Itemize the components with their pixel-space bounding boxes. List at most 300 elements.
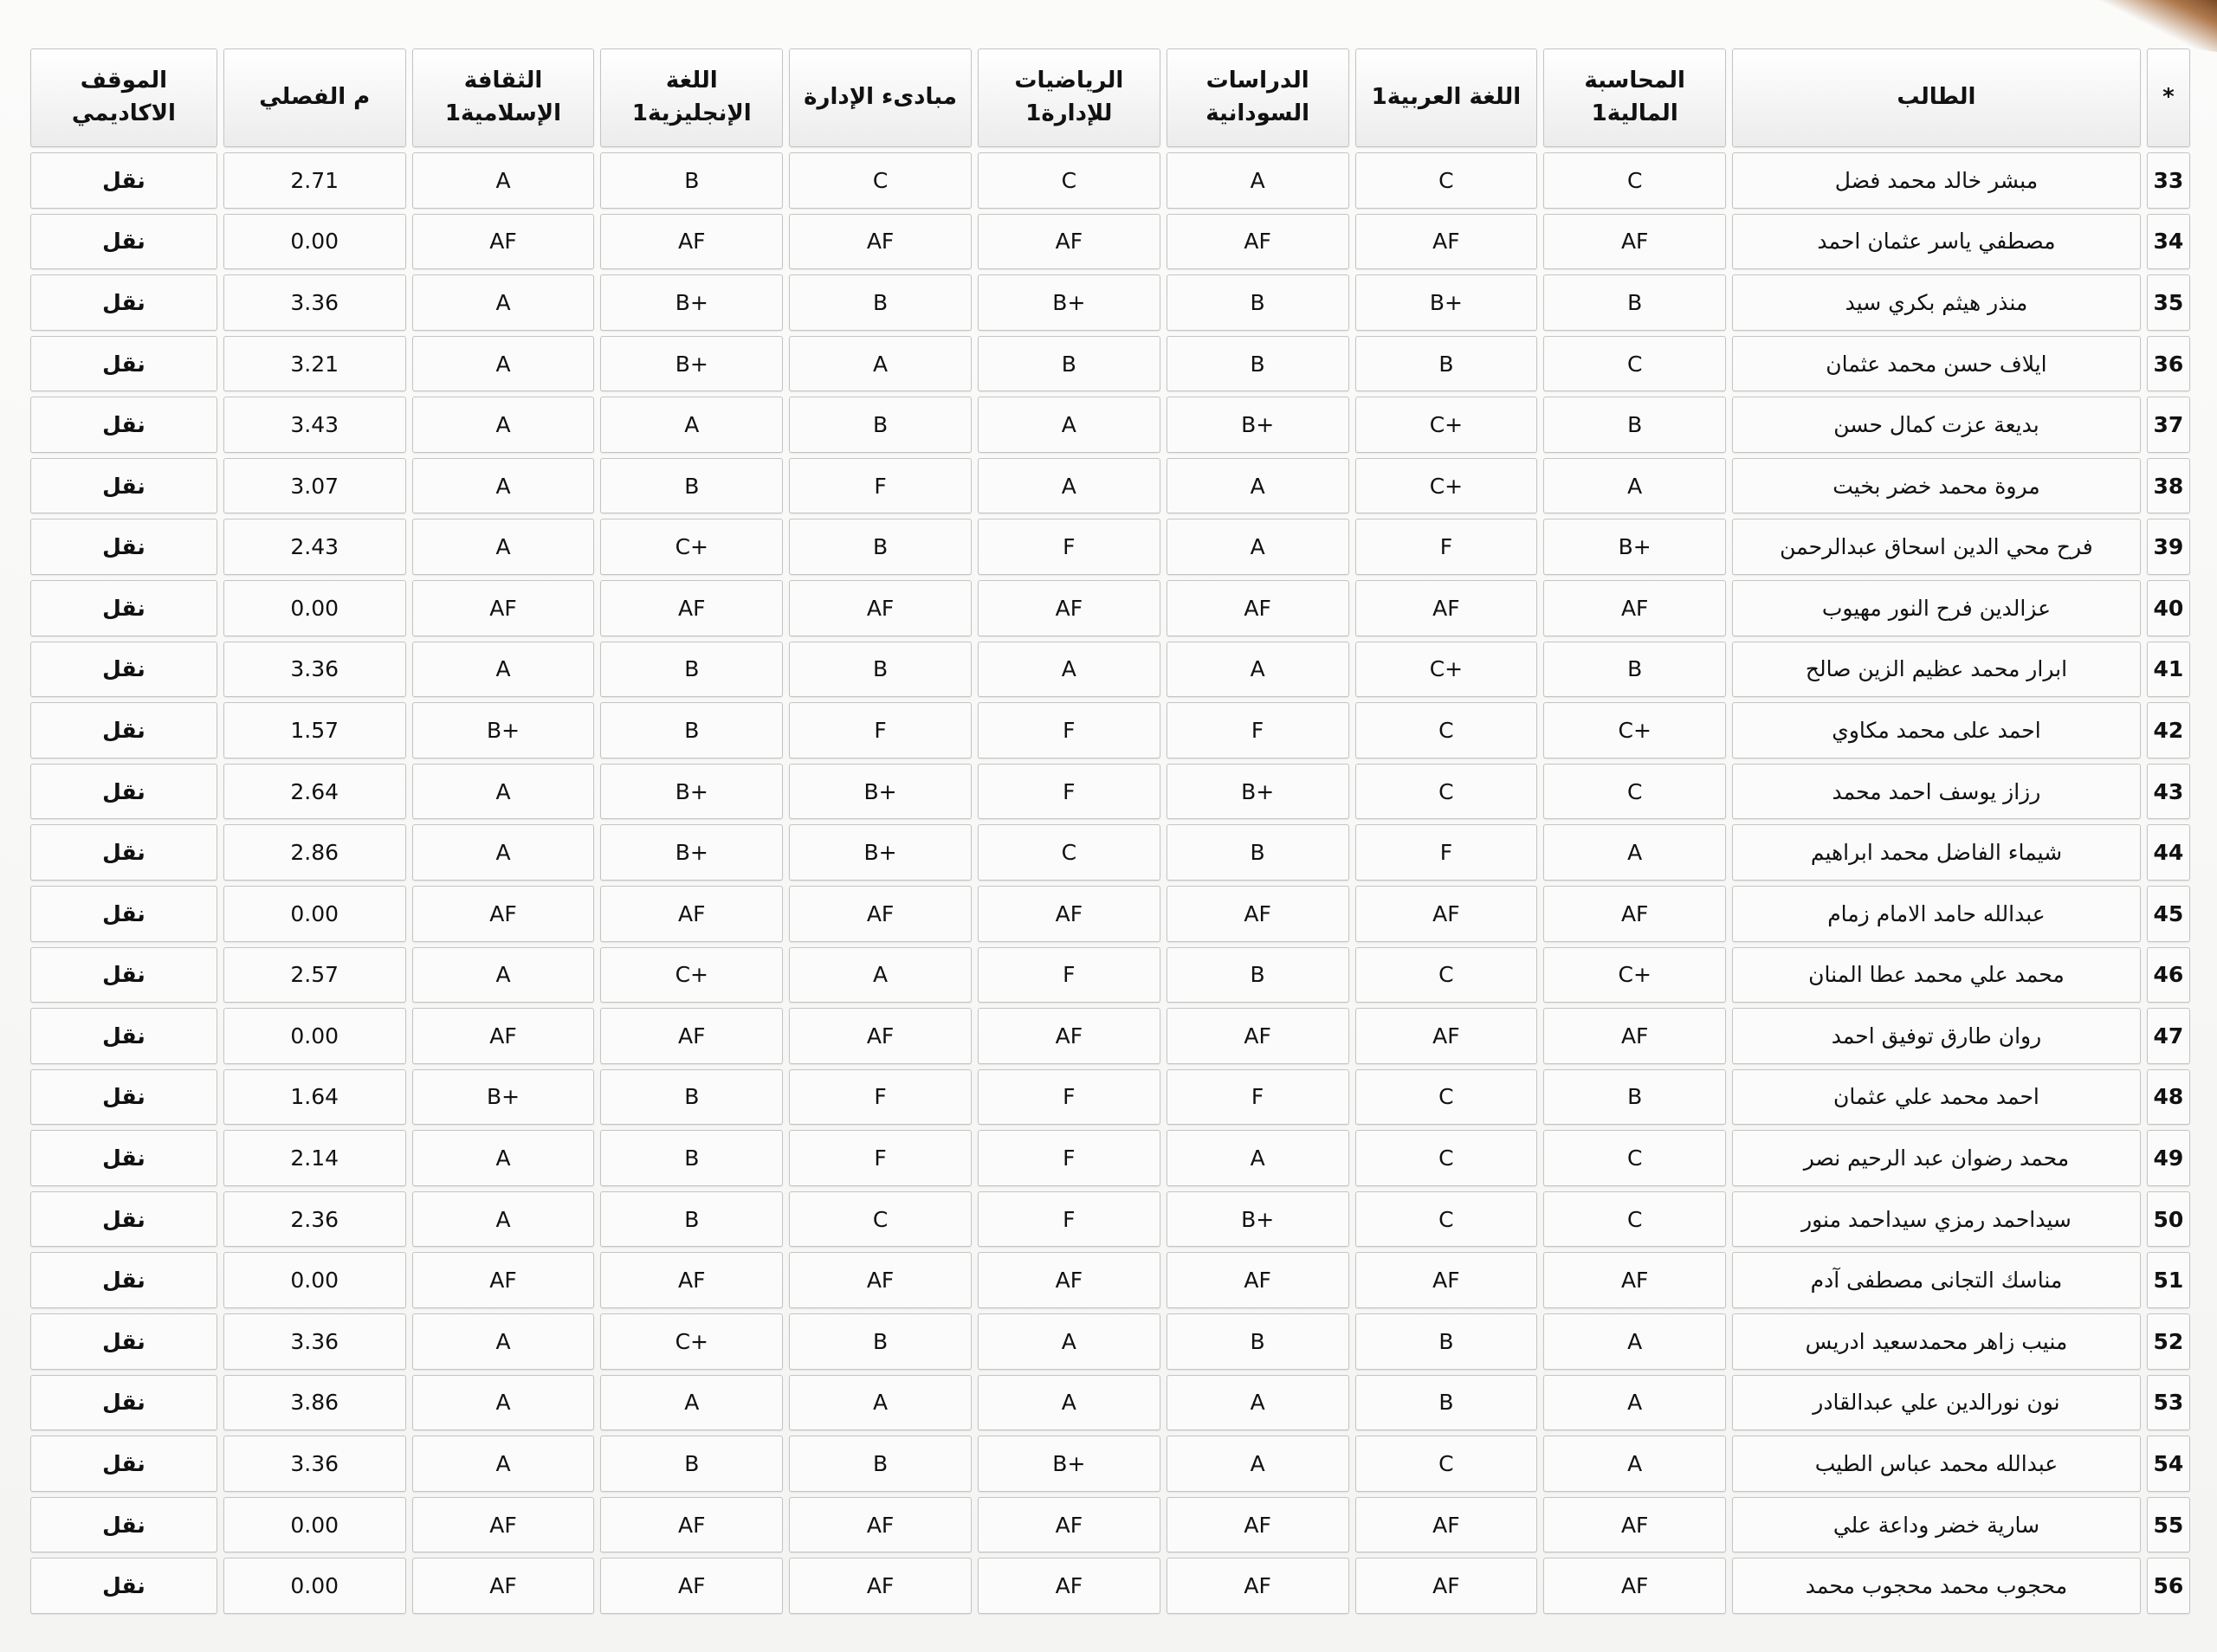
grade-arabic: F [1355,519,1538,575]
header-student: الطالب [1732,48,2141,147]
row-number: 33 [2147,152,2190,209]
table-row [30,764,2190,820]
academic-status: نقل [30,1252,217,1308]
grade-sudanese-studies: B [1167,274,1349,331]
row-number: 56 [2147,1558,2190,1614]
grade-fin-accounting: AF [1543,1558,1726,1614]
grade-fin-accounting: +B [1543,519,1726,575]
grade-sudanese-studies: AF [1167,580,1349,636]
student-name: محجوب محمد محجوب محمد [1732,1558,2141,1614]
grade-islamic-culture: AF [412,1008,595,1064]
student-name: مصطفي ياسر عثمان احمد [1732,214,2141,270]
grade-sudanese-studies: B [1167,336,1349,392]
grade-english: AF [600,1558,783,1614]
grade-fin-accounting: B [1543,397,1726,453]
student-name: منيب زاهر محمدسعيد ادريس [1732,1313,2141,1370]
grade-fin-accounting: B [1543,642,1726,698]
grade-management: AF [789,214,972,270]
semester-gpa: 3.86 [223,1375,406,1431]
grade-english: +B [600,764,783,820]
grade-math: AF [978,1008,1160,1064]
semester-gpa: 0.00 [223,1008,406,1064]
grade-islamic-culture: AF [412,886,595,942]
grade-arabic: +C [1355,397,1538,453]
semester-gpa: 1.64 [223,1069,406,1126]
grade-fin-accounting: A [1543,1375,1726,1431]
grade-fin-accounting: A [1543,824,1726,881]
student-name: عزالدين فرح النور مهيوب [1732,580,2141,636]
grade-fin-accounting: B [1543,1069,1726,1126]
grade-management: +B [789,824,972,881]
grade-islamic-culture: A [412,947,595,1003]
row-number: 35 [2147,274,2190,331]
grade-islamic-culture: A [412,1375,595,1431]
student-name: محمد رضوان عبد الرحيم نصر [1732,1130,2141,1186]
grade-arabic: +B [1355,274,1538,331]
grade-management: B [789,519,972,575]
grade-fin-accounting: C [1543,1130,1726,1186]
grade-english: B [600,1069,783,1126]
header-arabic: اللغة العربية1 [1355,48,1538,147]
academic-status: نقل [30,702,217,758]
table-row [30,824,2190,881]
student-name: محمد علي محمد عطا المنان [1732,947,2141,1003]
grade-management: AF [789,1497,972,1553]
grade-arabic: AF [1355,214,1538,270]
grade-management: +B [789,764,972,820]
grade-arabic: AF [1355,886,1538,942]
grade-english: AF [600,1252,783,1308]
grade-islamic-culture: A [412,1130,595,1186]
grade-management: A [789,947,972,1003]
grade-arabic: C [1355,1436,1538,1492]
grade-management: B [789,274,972,331]
header-row [30,48,2190,147]
grade-arabic: AF [1355,1252,1538,1308]
grade-fin-accounting: A [1543,458,1726,514]
grade-sudanese-studies: A [1167,458,1349,514]
grade-english: +B [600,824,783,881]
row-number: 40 [2147,580,2190,636]
student-name: سيداحمد رمزي سيداحمد منور [1732,1191,2141,1248]
semester-gpa: 0.00 [223,214,406,270]
row-number: 34 [2147,214,2190,270]
grade-management: AF [789,886,972,942]
row-number: 44 [2147,824,2190,881]
grade-sudanese-studies: A [1167,519,1349,575]
grade-math: AF [978,214,1160,270]
grade-fin-accounting: C [1543,152,1726,209]
student-name: شيماء الفاضل محمد ابراهيم [1732,824,2141,881]
grade-sudanese-studies: B [1167,1313,1349,1370]
student-name: رزاز يوسف احمد محمد [1732,764,2141,820]
grade-arabic: C [1355,1130,1538,1186]
grade-math: A [978,458,1160,514]
grade-arabic: B [1355,1375,1538,1431]
semester-gpa: 3.36 [223,274,406,331]
table-row [30,1375,2190,1431]
table-row [30,519,2190,575]
grade-arabic: C [1355,1191,1538,1248]
grade-fin-accounting: C [1543,764,1726,820]
grade-english: B [600,1130,783,1186]
academic-status: نقل [30,397,217,453]
grade-management: B [789,1313,972,1370]
grade-management: AF [789,1558,972,1614]
grade-fin-accounting: +C [1543,702,1726,758]
table-row [30,1497,2190,1553]
academic-status: نقل [30,642,217,698]
header-english: اللغة الإنجليزية1 [600,48,783,147]
academic-status: نقل [30,519,217,575]
grade-management: F [789,458,972,514]
table-row [30,458,2190,514]
grade-fin-accounting: AF [1543,580,1726,636]
grade-management: A [789,336,972,392]
student-name: احمد على محمد مكاوي [1732,702,2141,758]
grade-math: AF [978,580,1160,636]
grade-sudanese-studies: A [1167,152,1349,209]
grade-islamic-culture: +B [412,1069,595,1126]
academic-status: نقل [30,824,217,881]
grade-sudanese-studies: AF [1167,1008,1349,1064]
grade-islamic-culture: A [412,642,595,698]
grade-sudanese-studies: AF [1167,886,1349,942]
table-row [30,397,2190,453]
academic-status: نقل [30,214,217,270]
semester-gpa: 2.71 [223,152,406,209]
grade-sudanese-studies: AF [1167,1497,1349,1553]
student-name: عبدالله حامد الامام زمام [1732,886,2141,942]
academic-status: نقل [30,580,217,636]
grade-fin-accounting: +C [1543,947,1726,1003]
semester-gpa: 3.36 [223,1313,406,1370]
row-number: 39 [2147,519,2190,575]
grade-english: B [600,458,783,514]
academic-status: نقل [30,1069,217,1126]
grade-arabic: +C [1355,642,1538,698]
semester-gpa: 2.36 [223,1191,406,1248]
row-number: 36 [2147,336,2190,392]
academic-status: نقل [30,1191,217,1248]
grade-islamic-culture: A [412,1313,595,1370]
grade-arabic: AF [1355,580,1538,636]
grade-english: AF [600,1008,783,1064]
academic-status: نقل [30,1130,217,1186]
academic-status: نقل [30,764,217,820]
table-row [30,886,2190,942]
grade-management: B [789,397,972,453]
row-number: 54 [2147,1436,2190,1492]
grade-english: B [600,642,783,698]
grade-arabic: C [1355,152,1538,209]
grade-management: C [789,1191,972,1248]
grade-math: F [978,1191,1160,1248]
grade-english: +C [600,1313,783,1370]
table-row [30,947,2190,1003]
grade-islamic-culture: AF [412,1497,595,1553]
grade-english: B [600,702,783,758]
grade-management: B [789,1436,972,1492]
grade-math: F [978,519,1160,575]
grade-english: +C [600,519,783,575]
row-number: 38 [2147,458,2190,514]
grade-sudanese-studies: F [1167,702,1349,758]
grade-management: AF [789,580,972,636]
academic-status: نقل [30,1558,217,1614]
grade-english: AF [600,886,783,942]
grade-arabic: AF [1355,1008,1538,1064]
row-number: 49 [2147,1130,2190,1186]
grade-arabic: B [1355,1313,1538,1370]
semester-gpa: 3.36 [223,642,406,698]
student-name: فرح محي الدين اسحاق عبدالرحمن [1732,519,2141,575]
grade-english: AF [600,1497,783,1553]
grade-math: F [978,764,1160,820]
grade-english: +B [600,274,783,331]
semester-gpa: 3.21 [223,336,406,392]
grade-sudanese-studies: A [1167,1436,1349,1492]
grade-islamic-culture: A [412,1191,595,1248]
grade-math: C [978,152,1160,209]
semester-gpa: 1.57 [223,702,406,758]
grade-arabic: C [1355,764,1538,820]
semester-gpa: 2.57 [223,947,406,1003]
semester-gpa: 0.00 [223,886,406,942]
grade-sudanese-studies: B [1167,947,1349,1003]
table-row [30,1069,2190,1126]
table-row [30,1313,2190,1370]
grade-islamic-culture: AF [412,214,595,270]
grade-fin-accounting: A [1543,1313,1726,1370]
grade-islamic-culture: A [412,336,595,392]
semester-gpa: 2.86 [223,824,406,881]
academic-status: نقل [30,1008,217,1064]
grade-english: AF [600,580,783,636]
academic-status: نقل [30,1313,217,1370]
grade-islamic-culture: A [412,764,595,820]
table-row [30,1252,2190,1308]
grade-sudanese-studies: A [1167,1375,1349,1431]
row-number: 43 [2147,764,2190,820]
academic-status: نقل [30,886,217,942]
grade-management: F [789,702,972,758]
header-management: مبادىء الإدارة [789,48,972,147]
table-row [30,1558,2190,1614]
row-number: 45 [2147,886,2190,942]
semester-gpa: 0.00 [223,1558,406,1614]
table-row [30,642,2190,698]
student-name: مناسك التجانى مصطفى آدم [1732,1252,2141,1308]
grade-math: +B [978,274,1160,331]
grade-fin-accounting: B [1543,274,1726,331]
student-name: ابرار محمد عظيم الزين صالح [1732,642,2141,698]
semester-gpa: 0.00 [223,580,406,636]
semester-gpa: 3.07 [223,458,406,514]
grade-sudanese-studies: AF [1167,1558,1349,1614]
grade-sudanese-studies: +B [1167,764,1349,820]
grade-islamic-culture: AF [412,580,595,636]
grade-islamic-culture: AF [412,1252,595,1308]
grade-english: B [600,1436,783,1492]
academic-status: نقل [30,947,217,1003]
grade-islamic-culture: A [412,824,595,881]
table-row [30,1008,2190,1064]
grade-management: B [789,642,972,698]
grade-math: A [978,642,1160,698]
row-number: 42 [2147,702,2190,758]
table-row [30,152,2190,209]
grade-sudanese-studies: +B [1167,397,1349,453]
grade-sudanese-studies: +B [1167,1191,1349,1248]
academic-status: نقل [30,1436,217,1492]
row-number: 48 [2147,1069,2190,1126]
student-name: مبشر خالد محمد فضل [1732,152,2141,209]
grade-english: B [600,152,783,209]
academic-status: نقل [30,274,217,331]
student-name: مروة محمد خضر بخيت [1732,458,2141,514]
grade-math: +B [978,1436,1160,1492]
grade-math: C [978,824,1160,881]
grade-fin-accounting: AF [1543,1008,1726,1064]
table-row [30,1191,2190,1248]
grade-english: B [600,1191,783,1248]
grade-islamic-culture: A [412,1436,595,1492]
grade-english: +B [600,336,783,392]
student-name: ايلاف حسن محمد عثمان [1732,336,2141,392]
table-row [30,580,2190,636]
table-row [30,1436,2190,1492]
grade-arabic: AF [1355,1497,1538,1553]
grade-math: AF [978,1497,1160,1553]
grade-islamic-culture: +B [412,702,595,758]
grades-body [30,152,2190,1614]
student-name: سارية خضر وداعة علي [1732,1497,2141,1553]
academic-status: نقل [30,458,217,514]
row-number: 55 [2147,1497,2190,1553]
grade-english: A [600,1375,783,1431]
grade-sudanese-studies: AF [1167,1252,1349,1308]
semester-gpa: 0.00 [223,1252,406,1308]
grade-fin-accounting: C [1543,336,1726,392]
grade-islamic-culture: A [412,152,595,209]
grade-english: AF [600,214,783,270]
grade-fin-accounting: AF [1543,1252,1726,1308]
semester-gpa: 2.14 [223,1130,406,1186]
grade-math: AF [978,1558,1160,1614]
student-name: روان طارق توفيق احمد [1732,1008,2141,1064]
semester-gpa: 3.43 [223,397,406,453]
academic-status: نقل [30,1497,217,1553]
grade-sudanese-studies: A [1167,1130,1349,1186]
grade-math: F [978,702,1160,758]
grade-management: AF [789,1008,972,1064]
grade-math: AF [978,1252,1160,1308]
table-row [30,336,2190,392]
semester-gpa: 0.00 [223,1497,406,1553]
grade-islamic-culture: A [412,397,595,453]
grade-management: A [789,1375,972,1431]
row-number: 51 [2147,1252,2190,1308]
table-row [30,274,2190,331]
semester-gpa: 2.43 [223,519,406,575]
student-name: نون نورالدين علي عبدالقادر [1732,1375,2141,1431]
grade-management: F [789,1069,972,1126]
grade-islamic-culture: A [412,458,595,514]
row-number: 37 [2147,397,2190,453]
header-academic-status: الموقف الاكاديمي [30,48,217,147]
grade-arabic: AF [1355,1558,1538,1614]
grade-islamic-culture: A [412,274,595,331]
academic-status: نقل [30,152,217,209]
academic-status: نقل [30,1375,217,1431]
table-row [30,1130,2190,1186]
grade-english: A [600,397,783,453]
student-name: احمد محمد علي عثمان [1732,1069,2141,1126]
row-number: 46 [2147,947,2190,1003]
header-financial-accounting: المحاسبة المالية1 [1543,48,1726,147]
semester-gpa: 2.64 [223,764,406,820]
grade-sudanese-studies: B [1167,824,1349,881]
grade-fin-accounting: AF [1543,214,1726,270]
grade-arabic: C [1355,702,1538,758]
grade-math: A [978,1375,1160,1431]
grade-sudanese-studies: F [1167,1069,1349,1126]
grade-sudanese-studies: A [1167,642,1349,698]
academic-status: نقل [30,336,217,392]
grade-sudanese-studies: AF [1167,214,1349,270]
grade-math: AF [978,886,1160,942]
grade-math: A [978,397,1160,453]
grade-management: F [789,1130,972,1186]
student-name: بديعة عزت كمال حسن [1732,397,2141,453]
row-number: 52 [2147,1313,2190,1370]
grade-management: AF [789,1252,972,1308]
grade-math: F [978,1130,1160,1186]
header-gpa: م الفصلي [223,48,406,147]
grade-math: F [978,1069,1160,1126]
grades-table [24,43,2196,1619]
grade-math: B [978,336,1160,392]
grade-fin-accounting: AF [1543,1497,1726,1553]
grade-islamic-culture: AF [412,1558,595,1614]
table-row [30,702,2190,758]
grade-arabic: F [1355,824,1538,881]
grade-math: A [978,1313,1160,1370]
row-number: 41 [2147,642,2190,698]
row-number: 50 [2147,1191,2190,1248]
header-islamic-culture: الثقافة الإسلامية1 [412,48,595,147]
row-number: 53 [2147,1375,2190,1431]
grade-management: C [789,152,972,209]
grade-arabic: B [1355,336,1538,392]
grade-arabic: +C [1355,458,1538,514]
grade-islamic-culture: A [412,519,595,575]
semester-gpa: 3.36 [223,1436,406,1492]
grade-math: F [978,947,1160,1003]
header-sudanese-studies: الدراسات السودانية [1167,48,1349,147]
grade-fin-accounting: A [1543,1436,1726,1492]
header-math: الرياضيات للإدارة1 [978,48,1160,147]
row-number: 47 [2147,1008,2190,1064]
student-name: منذر هيثم بكري سيد [1732,274,2141,331]
grade-english: +C [600,947,783,1003]
table-row [30,214,2190,270]
header-index: * [2147,48,2190,147]
grade-arabic: C [1355,947,1538,1003]
grade-fin-accounting: AF [1543,886,1726,942]
grade-arabic: C [1355,1069,1538,1126]
